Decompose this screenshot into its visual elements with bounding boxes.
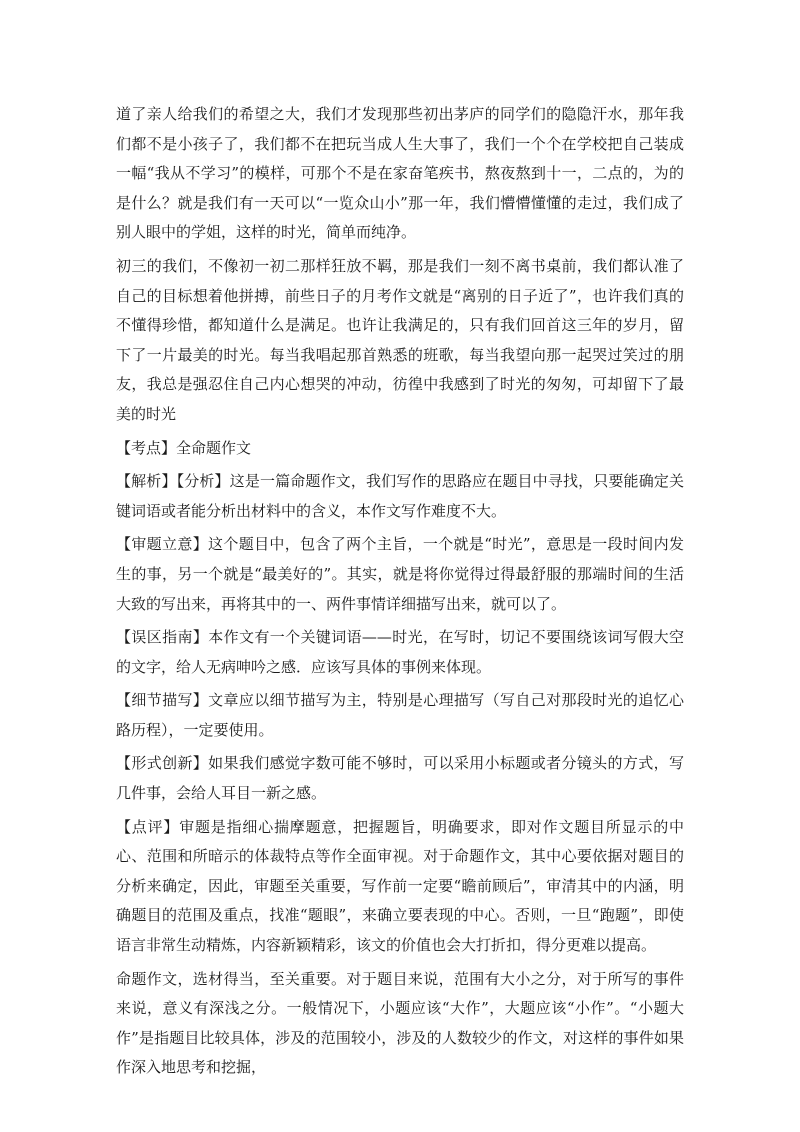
paragraph-mingti-zuowen: 命题作文，选材得当，至关重要。对于题目来说，范围有大小之分，对于所写的事件来说，意义有深浅之分。一般情况下，小题应该“大作”，大题应该“小作”。“小题大作”是指题目比较具体，涉及的范围较小，涉及的人数较少的作文，对这样的事件如果作深入地思考和挖掘， bbox=[116, 969, 684, 1077]
section-xijie-miaoxie: 【细节描写】文章应以细节描写为主，特别是心理描写（写自己对那段时光的追忆心路历程），一定要使用。 bbox=[116, 691, 684, 739]
paragraph-1: 道了亲人给我们的希望之大，我们才发现那些初出茅庐的同学们的隐隐汗水，那年我们都不是小孩子了，我们都不在把玩当成人生大事了，我们一个个在学校把自己装成一幅“我从不学习”的模样，可那个不是在家奋笔疾书，熬夜熬到十一，二点的，为的是什么？就是我们有一天可以“一览众山小”那一年，我们懵懵懂懂的走过，我们成了别人眼中的学姐，这样的时光，简单而纯净。 bbox=[116, 105, 684, 242]
paragraph-2: 初三的我们，不像初一初二那样狂放不羁，那是我们一刻不离书桌前，我们都认准了自己的目标想着他拼搏，前些日子的月考作文就是“离别的日子近了”，也许我们真的不懂得珍惜，都知道什么是满足。也许让我满足的，只有我们回首这三年的岁月，留下了一片最美的时光。每当我唱起那首熟悉的班歌，每当我望向那一起哭过笑过的朋友，我总是强忍住自己内心想哭的冲动，彷徨中我感到了时光的匆匆，可却留下了最美的时光 bbox=[116, 256, 684, 423]
document-page bbox=[116, 100, 684, 1083]
section-dianping: 【点评】审题是指细心揣摩题意，把握题旨，明确要求，即对作文题目所显示的中心、范围和所暗示的体裁特点等作全面审视。对于命题作文，其中心要依据对题目的分析来确定，因此，审题至关重要，写作前一定要“瞻前顾后”，审清其中的内涵，明确题目的范围及重点，找准“题眼”，来确立要表现的中心。否则，一旦“跑题”，即使语言非常生动精炼，内容新颖精彩，该文的价值也会大打折扣，得分更难以提高。 bbox=[116, 817, 684, 955]
section-jiexi: 【解析】【分析】这是一篇命题作文，我们写作的思路应在题目中寻找，只要能确定关键词语或者能分析出材料中的含义，本作文写作难度不大。 bbox=[116, 472, 684, 520]
section-wuqu-zhinan: 【误区指南】本作文有一个关键词语——时光，在写时，切记不要围绕该词写假大空的文字，给人无病呻吟之感．应该写具体的事例来体现。 bbox=[116, 628, 684, 676]
section-shenti-liyi: 【审题立意】这个题目中，包含了两个主旨，一个就是“时光”，意思是一段时间内发生的事，另一个就是“最美好的”。其实，就是将你觉得过得最舒服的那端时间的生活大致的写出来，再将其中的一、两件事情详细描写出来，就可以了。 bbox=[116, 535, 684, 613]
section-xingshi-chuangxin: 【形式创新】如果我们感觉字数可能不够时，可以采用小标题或者分镜头的方式，写几件事，会给人耳目一新之感。 bbox=[116, 754, 684, 803]
section-kaodian: 【考点】全命题作文 bbox=[116, 438, 252, 457]
